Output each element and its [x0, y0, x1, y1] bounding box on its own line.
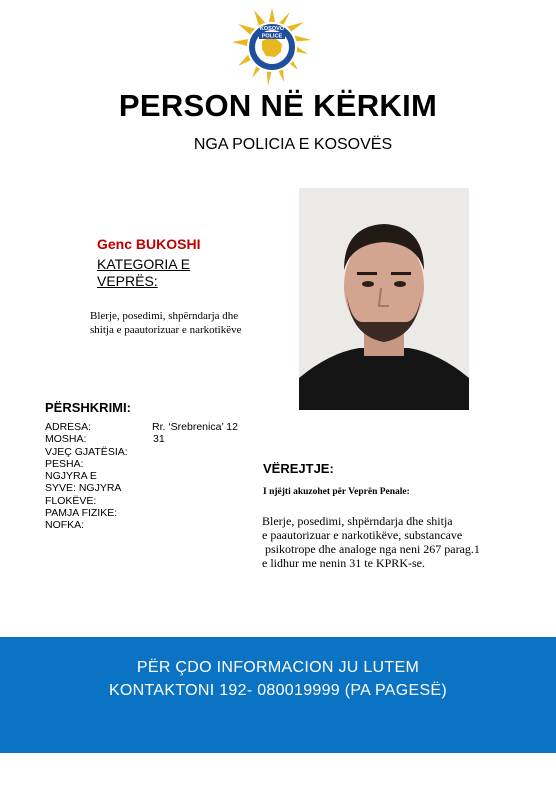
field-label: PAMJA FIZIKE:: [45, 507, 118, 520]
logo-arc-text: KOSOVO: [259, 26, 285, 32]
offense-text: Blerje, posedimi, shpërndarja dhe shitja e paautorizuar e narkotikëve: [90, 310, 242, 336]
suspect-photo: [299, 188, 469, 410]
page-subtitle: NGA POLICIA E KOSOVËS: [193, 136, 393, 153]
field-label: ADRESA:: [45, 421, 92, 433]
contact-line-1: PËR ÇDO INFORMACION JU LUTEM: [136, 659, 420, 676]
address-value: Rr. ‘Srebrenica’ 12: [152, 421, 238, 433]
remarks-text: Blerje, posedimi, shpërndarja dhe shitja e paautorizuar e narkotikëve, substancave psikotrope dhe analoge nga neni 267 parag.1 e lidhur me nenin 31 te KPRK-se.: [262, 514, 480, 570]
kosovo-police-logo: [232, 8, 312, 88]
category-label: KATEGORIA E VEPRËS:: [97, 256, 191, 289]
field-label: MOSHA:: [45, 433, 87, 446]
description-fields: [45, 421, 135, 532]
field-label: FLOKËVE:: [45, 494, 97, 507]
field-label: PESHA:: [45, 457, 84, 470]
age-value: 31: [153, 433, 165, 446]
last-name: BUKOSHI: [135, 236, 201, 252]
suspect-name: [97, 236, 200, 252]
description-values: [152, 421, 238, 446]
logo-badge-text: POLICE: [261, 33, 283, 40]
contact-line-2: KONTAKTONI 192- 080019999 (PA PAGESË): [108, 682, 448, 699]
field-label: NGJYRA E: [45, 470, 97, 483]
first-name: Genc: [97, 236, 133, 252]
field-label: SYVE: NGJYRA: [45, 482, 122, 495]
description-heading: PËRSHKRIMI:: [45, 400, 131, 415]
remarks-heading: VËREJTJE:: [263, 461, 334, 476]
field-label: VJEÇ GJATËSIA:: [45, 445, 128, 458]
page-title: PERSON NË KËRKIM: [118, 88, 438, 123]
contact-footer: [0, 637, 556, 753]
remarks-note: I njëjti akuzohet për Veprën Penale:: [263, 487, 410, 497]
field-label: NOFKA:: [45, 519, 85, 532]
